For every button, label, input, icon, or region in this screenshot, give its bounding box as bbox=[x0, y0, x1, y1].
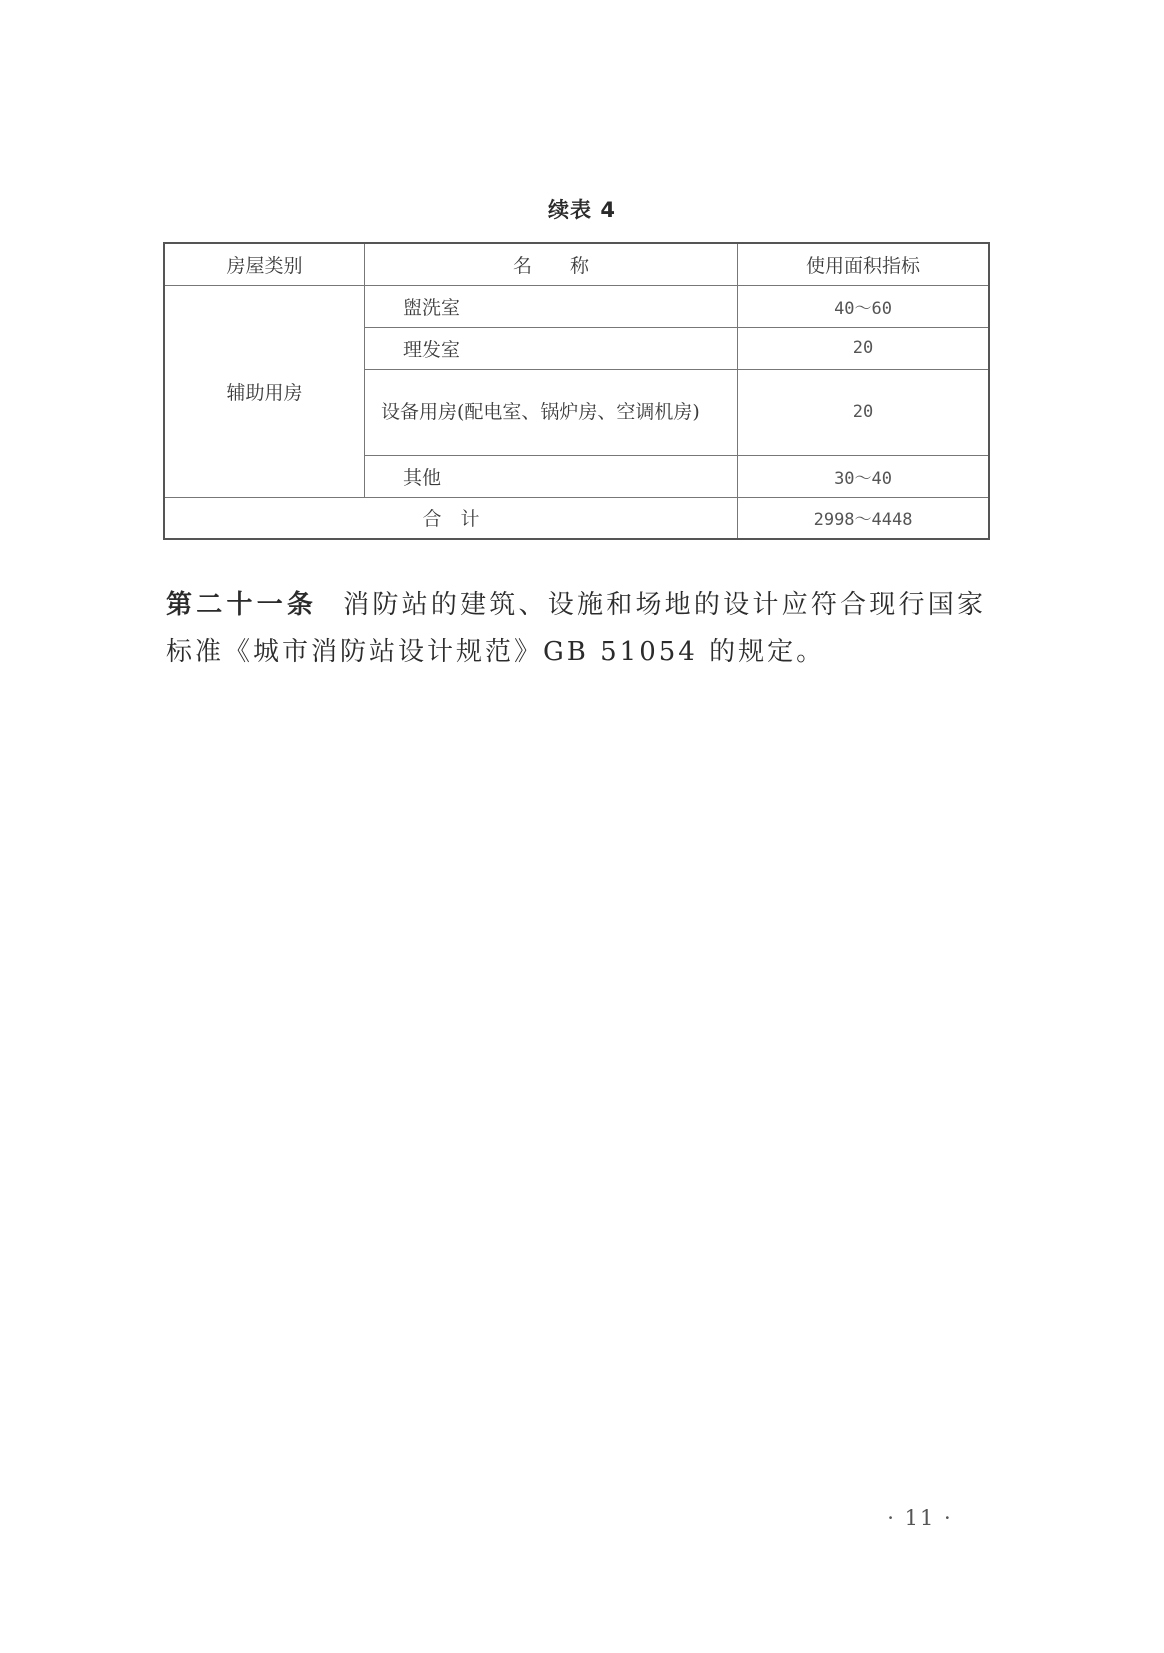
article-label: 第二十一条 bbox=[166, 590, 318, 620]
room-name-cell: 其他 bbox=[364, 455, 737, 497]
area-value-cell: 20 bbox=[738, 369, 989, 455]
total-value-cell: 2998～4448 bbox=[738, 497, 989, 539]
table-total-row bbox=[164, 497, 989, 539]
page-number: · 11 · bbox=[887, 1506, 953, 1530]
area-value-cell: 20 bbox=[738, 327, 989, 369]
room-name-cell: 盥洗室 bbox=[364, 285, 737, 327]
room-name-cell: 理发室 bbox=[364, 327, 737, 369]
header-area: 使用面积指标 bbox=[738, 243, 989, 285]
area-index-table bbox=[163, 242, 990, 540]
header-name: 名 称 bbox=[364, 243, 737, 285]
room-name-cell: 设备用房(配电室、锅炉房、空调机房) bbox=[364, 369, 737, 455]
table-header-row bbox=[164, 243, 989, 285]
article-text: 消防站的建筑、设施和场地的设计应符合现行国家标准《城市消防站设计规范》GB 51054 的规定。 bbox=[166, 590, 986, 667]
header-category: 房屋类别 bbox=[164, 243, 364, 285]
total-label-cell: 合 计 bbox=[164, 497, 738, 539]
table-caption: 续表 4 bbox=[548, 198, 616, 222]
table-row bbox=[164, 285, 989, 327]
area-value-cell: 40～60 bbox=[738, 285, 989, 327]
area-value-cell: 30～40 bbox=[738, 455, 989, 497]
category-cell: 辅助用房 bbox=[164, 285, 364, 497]
article-21 bbox=[166, 582, 986, 676]
